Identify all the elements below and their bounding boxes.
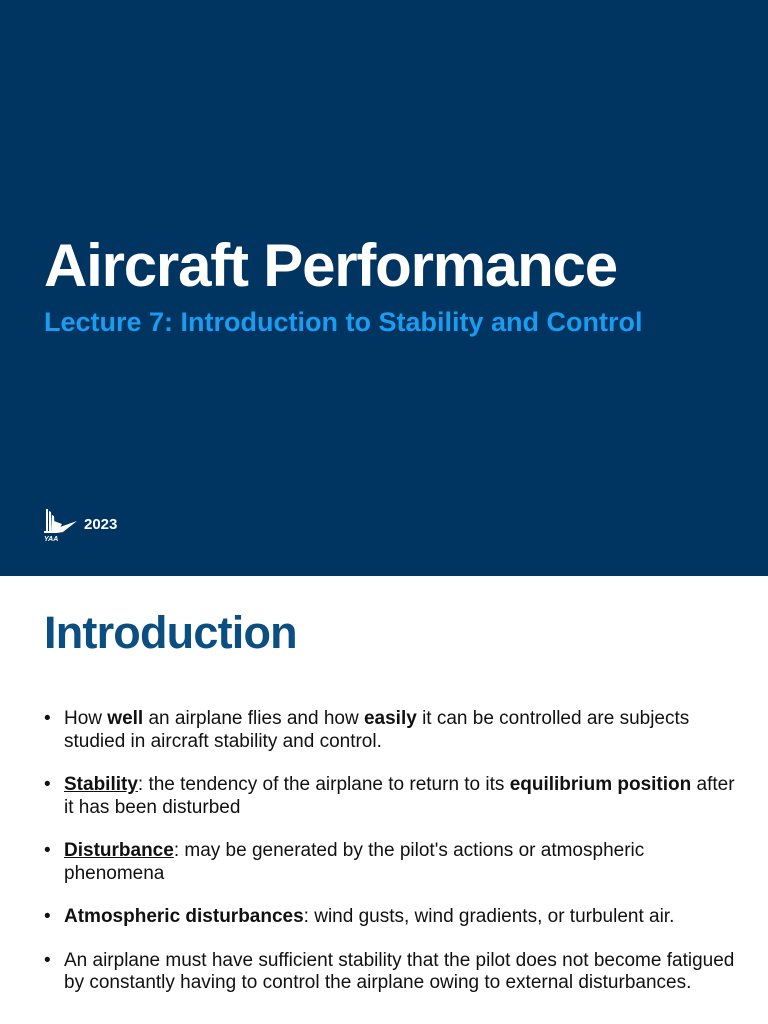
bullet-item-stability: [44, 774, 744, 819]
bullet-item-flying-quality: [44, 708, 744, 753]
bullet-text: : wind gusts, wind gradients, or turbulent air.: [303, 906, 675, 927]
bullet-text: it can be controlled are subjects studied in aircraft stability and control.: [64, 708, 690, 752]
bullet-text: after it has been disturbed: [64, 774, 735, 818]
bullet-item-disturbance: [44, 840, 744, 885]
bullet-item-atmospheric-disturbances: [44, 906, 744, 929]
lecture-subtitle: Lecture 7: Introduction to Stability and Control: [44, 307, 643, 337]
introduction-slide: [0, 576, 768, 1024]
bullet-text: How: [64, 708, 108, 729]
bullet-text: An airplane must have sufficient stability that the pilot does not become fatigued by constantly having to control the airplane owing to external disturbances.: [64, 949, 735, 993]
logo-text: YAA: [44, 536, 59, 542]
year-label: 2023: [84, 516, 118, 533]
bullet-term: Atmospheric disturbances: [64, 906, 304, 927]
bullet-term: Stability: [64, 774, 138, 795]
bullet-item-sufficient-stability: [44, 950, 744, 995]
bullet-emphasis: well: [107, 708, 144, 729]
bullet-text: : may be generated by the pilot's actions or atmospheric phenomena: [64, 840, 645, 884]
title-footer: [42, 506, 117, 542]
bullet-term: Disturbance: [64, 840, 174, 861]
organization-logo-icon: [42, 506, 78, 542]
bullet-text: : the tendency of the airplane to return to its: [137, 774, 510, 795]
bullet-list: [44, 708, 744, 1016]
bullet-text: an airplane flies and how: [143, 708, 364, 729]
page-title: Aircraft Performance: [44, 232, 617, 299]
bullet-emphasis: equilibrium position: [509, 774, 692, 795]
bullet-emphasis: easily: [363, 708, 417, 729]
section-heading: Introduction: [44, 607, 297, 658]
